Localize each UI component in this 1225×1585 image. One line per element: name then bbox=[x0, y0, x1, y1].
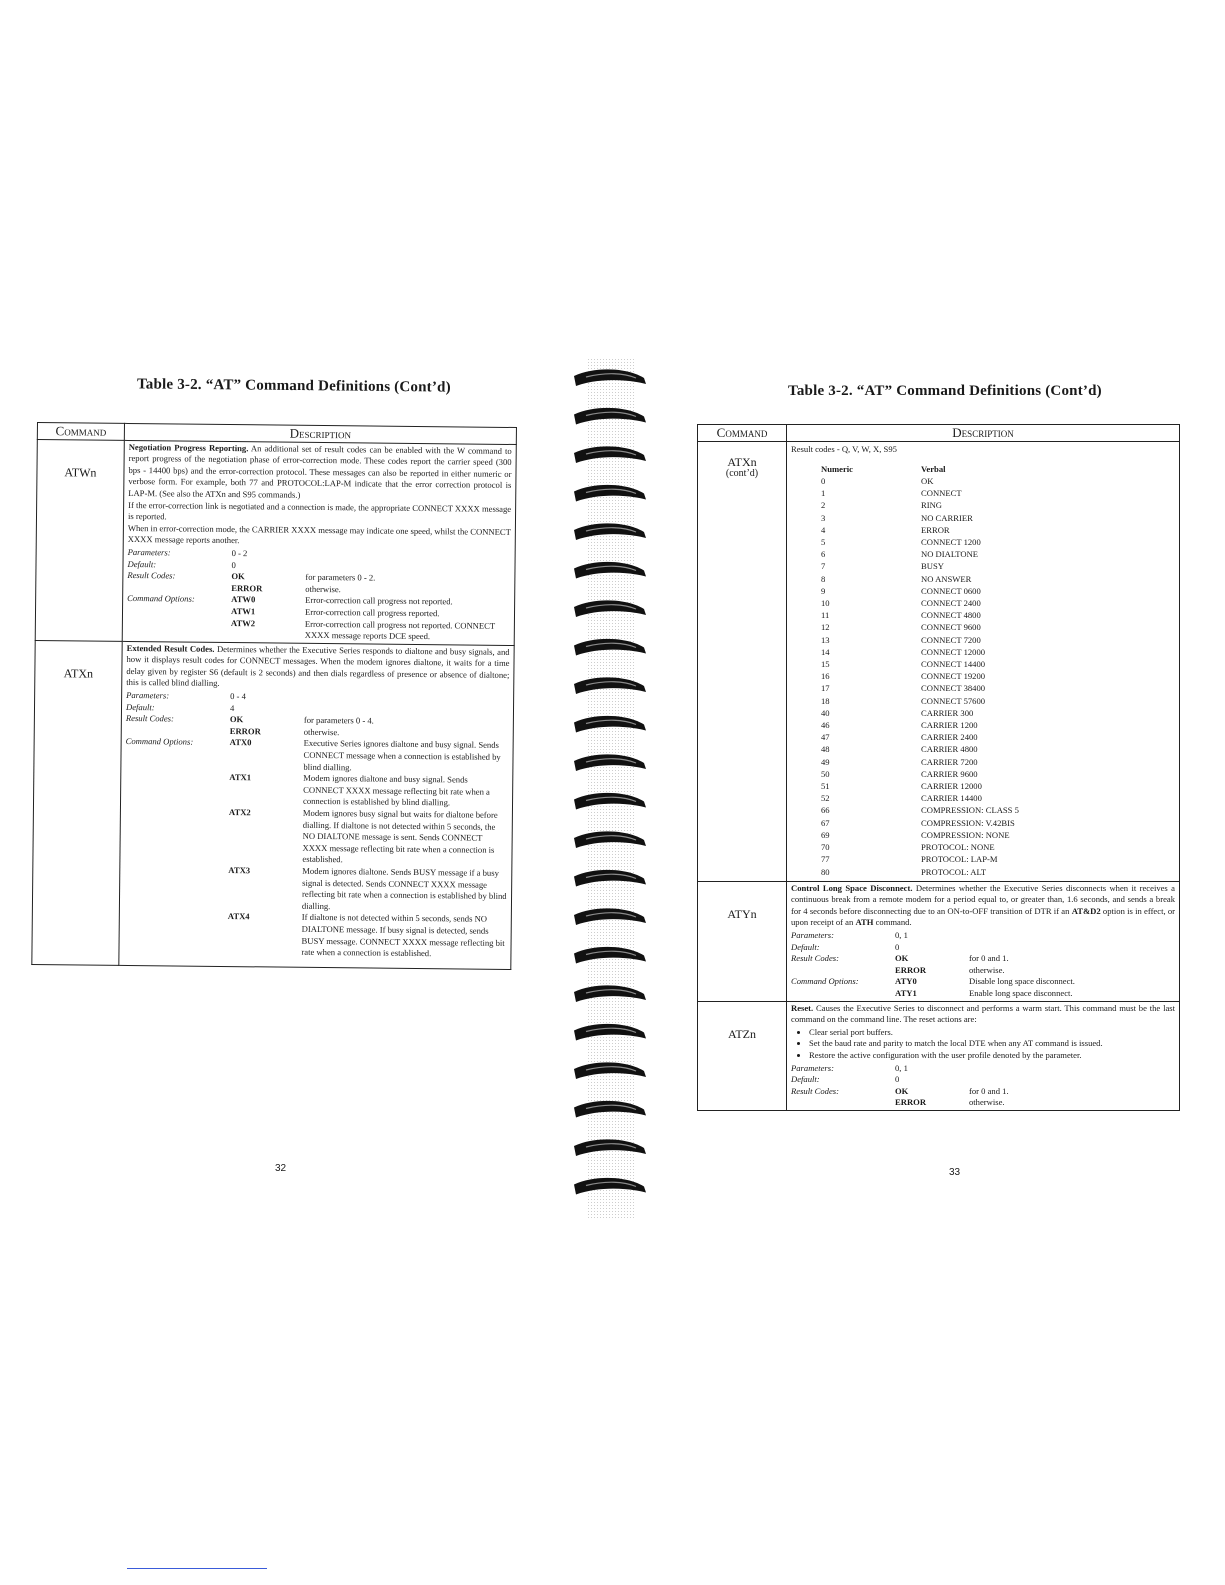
description-cell bbox=[122, 440, 516, 645]
result-code-numeric: 11 bbox=[821, 610, 830, 621]
result-code-numeric: 5 bbox=[821, 537, 826, 548]
option-desc: Disable long space disconnect. bbox=[969, 976, 1075, 987]
parameters-label: Parameters: bbox=[791, 1062, 834, 1073]
result-code-verbal: CARRIER 7200 bbox=[921, 756, 978, 767]
result-code-verbal: RING bbox=[921, 500, 943, 511]
description-cell bbox=[787, 881, 1180, 1001]
result-code-numeric: 0 bbox=[821, 476, 826, 486]
result-code-verbal: OK bbox=[921, 476, 934, 486]
result-desc: for parameters 0 - 4. bbox=[303, 715, 374, 726]
option-desc: Enable long space disconnect. bbox=[969, 988, 1073, 999]
parameters-value: 0, 1 bbox=[895, 1062, 908, 1073]
option-desc: If dialtone is not detected within 5 seconds, sends NO DIALTONE message. If busy signal is detected, sends BUSY message. CONNECT XXXX message reflecting bit rate when a connection is established. bbox=[301, 912, 505, 959]
option-desc: Error-correction call progress not reported. bbox=[305, 595, 453, 607]
header-description: Description bbox=[124, 423, 516, 444]
result-code-verbal: COMPRESSION: NONE bbox=[921, 829, 1010, 840]
result-code-verbal: COMPRESSION: V.42BIS bbox=[921, 817, 1015, 828]
result-code-verbal: CONNECT 1200 bbox=[921, 537, 981, 548]
result-code-verbal: CONNECT 12000 bbox=[921, 646, 986, 657]
result-codes-label: Result Codes: bbox=[125, 713, 174, 724]
entry-text: An additional set of result codes can be enabled with the W command to report progress of the negotiation phase of error-correction mode. These codes report the carrier speed (300 bps - 14400 bps) and the error-correction protocol. These messages can also be reported in either numeric or verbose form. For example, both 77 and PROTOCOL:LAP-M indicate that the error correction protocol is LAP-M. (See also the ATXn and S95 commands.) bbox=[128, 442, 512, 500]
result-code-verbal: CONNECT 57600 bbox=[921, 695, 986, 706]
result-code-numeric: 6 bbox=[821, 549, 826, 560]
command-name: ATWn bbox=[64, 464, 97, 480]
default-value: 4 bbox=[229, 702, 235, 713]
result-desc: otherwise. bbox=[969, 1097, 1005, 1108]
entry-text: Determines whether the Executive Series disconnects when it receives a continuous break from a remote modem for a period equal to, or greater than, 1.6 seconds, and sends a break for 4 seconds before disconnecting due to an ON-to-OFF transition of DTR if an bbox=[791, 882, 1175, 916]
description-cell bbox=[119, 641, 514, 969]
parameters-value: 0, 1 bbox=[895, 930, 908, 941]
right-command-table bbox=[697, 424, 1180, 1111]
option-desc: Error-correction call progress not reported. CONNECT XXXX message reports DCE speed. bbox=[304, 618, 496, 642]
result-code: ERROR bbox=[895, 964, 927, 975]
result-code-numeric: 8 bbox=[821, 573, 826, 584]
left-page-number: 32 bbox=[275, 1163, 287, 1174]
entry-text-bold: AT&D2 bbox=[1071, 905, 1101, 916]
result-code-verbal: CONNECT 14400 bbox=[921, 659, 986, 670]
result-code-verbal: CONNECT bbox=[921, 488, 962, 499]
command-name: ATZn bbox=[728, 1026, 756, 1041]
result-desc: otherwise. bbox=[303, 726, 340, 738]
parameters-label: Parameters: bbox=[126, 690, 170, 701]
table-row-atzn bbox=[698, 1001, 1180, 1110]
table-row-atyn bbox=[698, 881, 1180, 1001]
result-code: ERROR bbox=[231, 582, 263, 594]
entry-heading: Extended Result Codes. bbox=[126, 642, 215, 654]
default-label: Default: bbox=[127, 558, 157, 569]
result-code-verbal: COMPRESSION: CLASS 5 bbox=[921, 805, 1019, 816]
result-code-verbal: CONNECT 7200 bbox=[921, 634, 981, 645]
result-desc: for parameters 0 - 2. bbox=[305, 571, 376, 583]
result-code-numeric: 1 bbox=[821, 488, 826, 499]
bottom-link-underline bbox=[127, 1568, 267, 1569]
result-code-numeric: 16 bbox=[821, 671, 830, 682]
result-codes-label: Result Codes: bbox=[791, 1085, 839, 1096]
result-code-numeric: 47 bbox=[821, 732, 830, 743]
result-code-numeric: 52 bbox=[821, 793, 830, 804]
header-description: Description bbox=[787, 425, 1180, 442]
result-code-numeric: 69 bbox=[821, 829, 830, 840]
result-desc: for 0 and 1. bbox=[969, 1085, 1009, 1096]
result-code-verbal: CARRIER 9600 bbox=[921, 768, 978, 779]
option-desc: Executive Series ignores dialtone and busy signal. Sends CONNECT message when a connection is established by blind dialling. bbox=[303, 738, 501, 772]
result-code-numeric: 51 bbox=[821, 781, 830, 792]
command-name: ATYn bbox=[727, 906, 757, 921]
entry-text: If the error-correction link is negotiated and a connection is made, the appropriate CONNECT XXXX message is reported. bbox=[127, 499, 512, 522]
result-code-verbal: CARRIER 300 bbox=[921, 707, 974, 718]
option-code: ATW1 bbox=[230, 605, 256, 617]
entry-heading: Negotiation Progress Reporting. bbox=[128, 441, 249, 453]
header-command: Command bbox=[698, 425, 787, 442]
default-value: 0 bbox=[895, 1074, 900, 1085]
table-row-atxn-contd bbox=[698, 441, 1180, 881]
description-cell bbox=[787, 1001, 1180, 1110]
result-code-numeric: 67 bbox=[821, 817, 830, 828]
option-desc: Error-correction call progress reported. bbox=[304, 606, 440, 619]
result-code-numeric: 17 bbox=[821, 683, 830, 694]
option-code: ATY0 bbox=[895, 976, 917, 987]
entry-text: Causes the Executive Series to disconnect and performs a warm start. This command must be the last command on the command line. The reset actions are: bbox=[791, 1002, 1175, 1025]
entry-text: option is in effect, or upon receipt of an bbox=[791, 905, 1176, 928]
entry-text: command. bbox=[875, 917, 912, 928]
parameters-value: 0 - 4 bbox=[230, 691, 246, 702]
result-codes-label: Result Codes: bbox=[791, 953, 839, 964]
command-options-label: Command Options: bbox=[127, 593, 195, 604]
result-code-numeric: 2 bbox=[821, 500, 826, 511]
result-code-verbal: CONNECT 2400 bbox=[921, 598, 981, 609]
option-code: ATW2 bbox=[230, 617, 256, 628]
command-options-label: Command Options: bbox=[125, 736, 194, 748]
option-code: ATX0 bbox=[229, 737, 252, 748]
result-code-list bbox=[821, 463, 1175, 878]
result-code-numeric: 40 bbox=[821, 707, 830, 718]
result-code-verbal: NO ANSWER bbox=[921, 573, 972, 584]
result-code-numeric: 7 bbox=[821, 561, 826, 572]
option-code: ATX4 bbox=[227, 911, 250, 922]
result-code-numeric: 9 bbox=[821, 585, 826, 596]
entry-heading: Reset. bbox=[791, 1002, 814, 1013]
result-code-verbal: NO CARRIER bbox=[921, 512, 973, 523]
result-code: OK bbox=[895, 1085, 909, 1096]
entry-text: Determines whether the Executive Series responds to dialtone and busy signals, and how it displays result codes for CONNECT messages. When the modem ignores dialtone, it waits for a time delay given by register S6 (default is 2 seconds) and then dials regardless of presence or absence of dialtone; this is called blind dialling. bbox=[126, 643, 510, 689]
result-desc: for 0 and 1. bbox=[969, 953, 1009, 964]
result-code-numeric: 10 bbox=[821, 598, 830, 609]
result-code-verbal: PROTOCOL: NONE bbox=[921, 842, 995, 853]
result-code-verbal: CONNECT 19200 bbox=[921, 671, 986, 682]
result-code: ERROR bbox=[895, 1097, 927, 1108]
result-code: OK bbox=[229, 714, 244, 725]
result-code-numeric: 13 bbox=[821, 634, 830, 645]
left-command-table bbox=[31, 422, 517, 970]
result-code-verbal: ERROR bbox=[921, 524, 950, 535]
result-code: ERROR bbox=[229, 725, 261, 737]
verbal-column-header: Verbal bbox=[921, 463, 946, 474]
result-code-verbal: NO DIALTONE bbox=[921, 549, 979, 560]
result-code-numeric: 14 bbox=[821, 646, 830, 657]
result-code-verbal: CONNECT 38400 bbox=[921, 683, 986, 694]
result-code-numeric: 49 bbox=[821, 756, 830, 767]
result-code-verbal: CARRIER 4800 bbox=[921, 744, 978, 755]
option-desc: Modem ignores dialtone. Sends BUSY message if a busy signal is detected. Sends CONNECT XXXX message reflecting bit rate when a connection is established by blind dialling. bbox=[301, 865, 507, 911]
option-code: ATW0 bbox=[231, 594, 256, 605]
list-item: • Set the baud rate and parity to match the local DTE when any AT command is issued. bbox=[809, 1038, 1175, 1050]
option-code: ATX1 bbox=[229, 772, 252, 783]
header-command: Command bbox=[37, 423, 124, 441]
list-item: • Restore the active configuration with the user profile denoted by the parameter. bbox=[809, 1050, 1175, 1062]
result-code-numeric: 50 bbox=[821, 768, 830, 779]
result-code-numeric: 48 bbox=[821, 744, 830, 755]
command-name: ATXn bbox=[727, 454, 757, 469]
option-code: ATY1 bbox=[895, 988, 917, 999]
right-page-number: 33 bbox=[949, 1167, 961, 1178]
entry-text: When in error-correction mode, the CARRIER XXXX message may indicate one speed, whilst the CONNECT XXXX message reports another. bbox=[127, 522, 511, 546]
result-code-verbal: CARRIER 12000 bbox=[921, 781, 982, 792]
command-options-label: Command Options: bbox=[791, 976, 859, 987]
description-cell bbox=[787, 441, 1180, 881]
result-code-verbal: PROTOCOL: LAP-M bbox=[921, 854, 998, 865]
table-row-atwn bbox=[35, 439, 516, 645]
result-code-numeric: 66 bbox=[821, 805, 830, 816]
result-desc: otherwise. bbox=[305, 583, 341, 594]
result-code: OK bbox=[895, 953, 909, 964]
list-item: • Clear serial port buffers. bbox=[809, 1027, 1175, 1039]
option-desc: Modem ignores busy signal but waits for dialtone before dialling. If dialtone is not detected within 5 seconds, the NO DIALTONE message is sent. Sends CONNECT XXXX message reflecting bit rate when a connection is established. bbox=[302, 807, 498, 865]
parameters-value: 0 - 2 bbox=[231, 547, 248, 559]
result-code-numeric: 3 bbox=[821, 512, 826, 523]
result-code-verbal: PROTOCOL: ALT bbox=[921, 866, 987, 877]
result-codes-label: Result Codes: bbox=[127, 570, 176, 581]
result-code-verbal: CONNECT 0600 bbox=[921, 585, 981, 596]
result-code-verbal: CARRIER 2400 bbox=[921, 732, 978, 743]
numeric-column-header: Numeric bbox=[821, 463, 853, 474]
parameters-label: Parameters: bbox=[127, 546, 171, 558]
reset-actions-list bbox=[801, 1027, 1175, 1062]
spiral-binding bbox=[566, 358, 656, 1218]
option-desc: Modem ignores dialtone and busy signal. Sends CONNECT XXXX message reflecting bit rate when a connection is established by blind dialling. bbox=[302, 773, 490, 808]
default-value: 0 bbox=[231, 559, 236, 570]
table-row-atxn bbox=[32, 640, 514, 969]
result-code-verbal: CONNECT 4800 bbox=[921, 610, 981, 621]
result-desc: otherwise. bbox=[969, 964, 1005, 975]
entry-text: Result codes - Q, V, W, X, S95 bbox=[791, 443, 897, 454]
result-code-numeric: 80 bbox=[821, 866, 830, 877]
result-code-verbal: CARRIER 1200 bbox=[921, 720, 978, 731]
result-code-numeric: 15 bbox=[821, 659, 830, 670]
entry-text-bold: ATH bbox=[855, 917, 874, 928]
result-code-numeric: 46 bbox=[821, 720, 830, 731]
result-code-verbal: BUSY bbox=[921, 561, 944, 572]
command-continued-note: (cont’d) bbox=[725, 468, 759, 480]
default-label: Default: bbox=[125, 701, 155, 712]
default-label: Default: bbox=[791, 1074, 820, 1085]
result-code-numeric: 12 bbox=[821, 622, 830, 633]
result-code-numeric: 70 bbox=[821, 842, 830, 853]
parameters-label: Parameters: bbox=[791, 930, 834, 941]
result-code: OK bbox=[231, 571, 245, 582]
command-name: ATXn bbox=[63, 665, 94, 681]
option-code: ATX3 bbox=[228, 864, 251, 876]
result-code-numeric: 77 bbox=[821, 854, 830, 865]
left-page-title: Table 3-2. “AT” Command Definitions (Cont’d) bbox=[136, 376, 451, 396]
option-code: ATX2 bbox=[228, 807, 251, 818]
default-value: 0 bbox=[895, 941, 900, 952]
entry-heading: Control Long Space Disconnect. bbox=[791, 882, 913, 893]
default-label: Default: bbox=[791, 941, 820, 952]
result-code-verbal: CONNECT 9600 bbox=[921, 622, 981, 633]
result-code-verbal: CARRIER 14400 bbox=[921, 793, 982, 804]
result-code-numeric: 4 bbox=[821, 524, 826, 535]
right-page-title: Table 3-2. “AT” Command Definitions (Cont’d) bbox=[788, 383, 1102, 399]
result-code-numeric: 18 bbox=[821, 695, 830, 706]
